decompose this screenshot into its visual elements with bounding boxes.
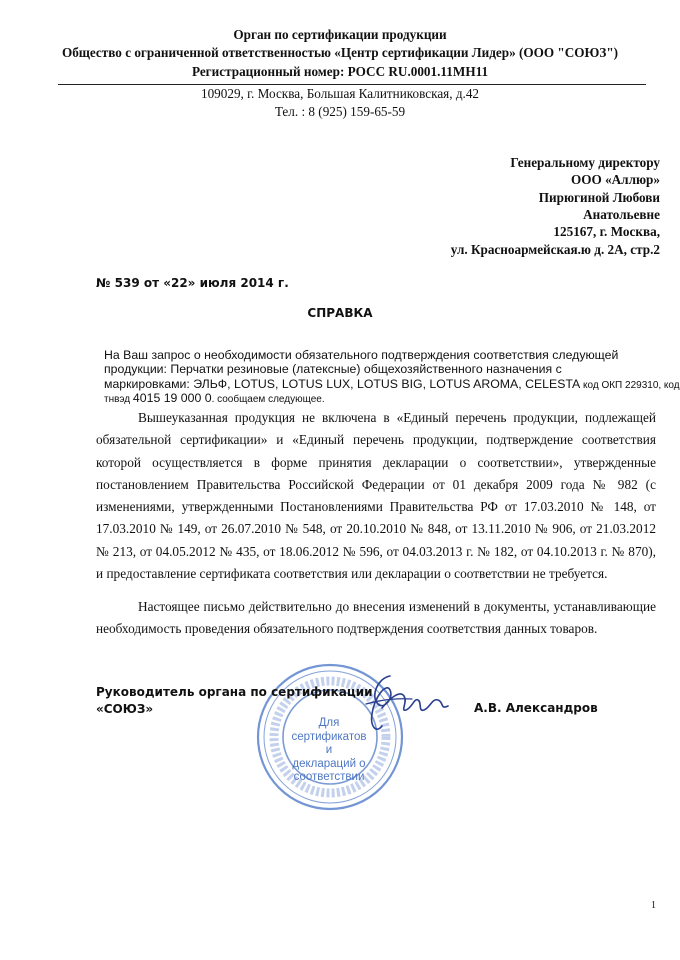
request-line-1: На Ваш запрос о необходимости обязательного подтверждения соответствия следующей [104,348,619,362]
header-company-name: Общество с ограниченной ответственностью «Центр сертификации Лидер» (ООО "СОЮЗ") [61,45,619,60]
recipient-line-2: ООО «Аллюр» [571,172,660,187]
request-line-3-small: код ОКП 229310, код [580,380,680,391]
signer-name: А.В. Александров [474,701,598,715]
stamp-text [288,717,370,785]
header-phone: Тел. : 8 (925) 159-65-59 [274,104,406,119]
header-address: 109029, г. Москва, Большая Калитниковская, д.42 [200,86,480,101]
signer-position [96,684,373,718]
request-line-4-small-b: . сообщаем следующее. [211,394,325,405]
header-registration-number: Регистрационный номер: РОСС RU.0001.11МН11 [191,64,489,79]
stamp-line-2: сертификатов и [291,730,367,756]
request-line-4 [104,391,325,405]
stamp-line-1: Для [318,717,340,729]
request-line-3-main: маркировками: ЭЛЬФ, LOTUS, LOTUS LUX, LOTUS BIG, LOTUS AROMA, CELESTA [104,377,581,391]
body-paragraph-2-text: Настоящее письмо действительно до внесения изменений в документы, устанавливающие необходимость проведения обязательного подтверждения соответствия данных товаров. [96,599,656,637]
signer-position-line-1: Руководитель органа по сертификации [96,685,373,699]
stamp-line-4: соответствии [293,771,365,783]
handwritten-signature-icon [360,668,455,738]
request-line-3 [104,377,680,391]
body-paragraph-1-text: Вышеуказанная продукция не включена в «Единый перечень продукции, подлежащей обязательной сертификации» и «Единый перечень продукции, подтверждение соответствия которой осуществляется в форме принятия декларации о соответствии», утвержденные постановлением Правительства Российской Федерации от 01 декабря 2009 года № 982 (с изменениями, утвержденными Постановлениями Правительства РФ от 17.03.2010 № 148, от 17.03.2010 № 149, от 26.07.2010 № 548, от 20.10.2010 № 848, от 13.11.2010 № 906, от 21.03.2012 № 213, от 04.05.2012 № 435, от 18.06.2012 № 596, от 04.03.2013 г. № 182, от 04.10.2013 г. № 870), и предоставление сертификата соответствия или декларации о соответствии не требуется. [96,410,656,582]
stamp-line-3: деклараций о [292,757,366,770]
request-line-4-small-a: тнвэд [104,394,133,405]
request-line-4-main: 4015 19 000 0 [132,391,212,405]
recipient-line-3: Пирюгиной Любови [538,190,660,205]
body-paragraph-1 [96,407,656,585]
document-number: № 539 от «22» июля 2014 г. [96,276,289,290]
recipient-line-6: ул. Красноармейская.ю д. 2А, стр.2 [450,242,660,257]
recipient-line-4: Анатольевне [583,207,660,222]
header-divider [58,84,646,85]
header-organ-title: Орган по сертификации продукции [233,27,447,42]
body-paragraph-2 [96,596,656,641]
request-line-2: продукции: Перчатки резиновые (латексные) общехозяйственного назначения с [104,362,562,376]
recipient-line-1: Генеральному директору [510,155,660,170]
document-title: СПРАВКА [307,306,373,320]
recipient-line-5: 125167, г. Москва, [553,224,660,239]
signer-position-line-2: «СОЮЗ» [96,702,154,716]
page-number: 1 [651,900,656,911]
